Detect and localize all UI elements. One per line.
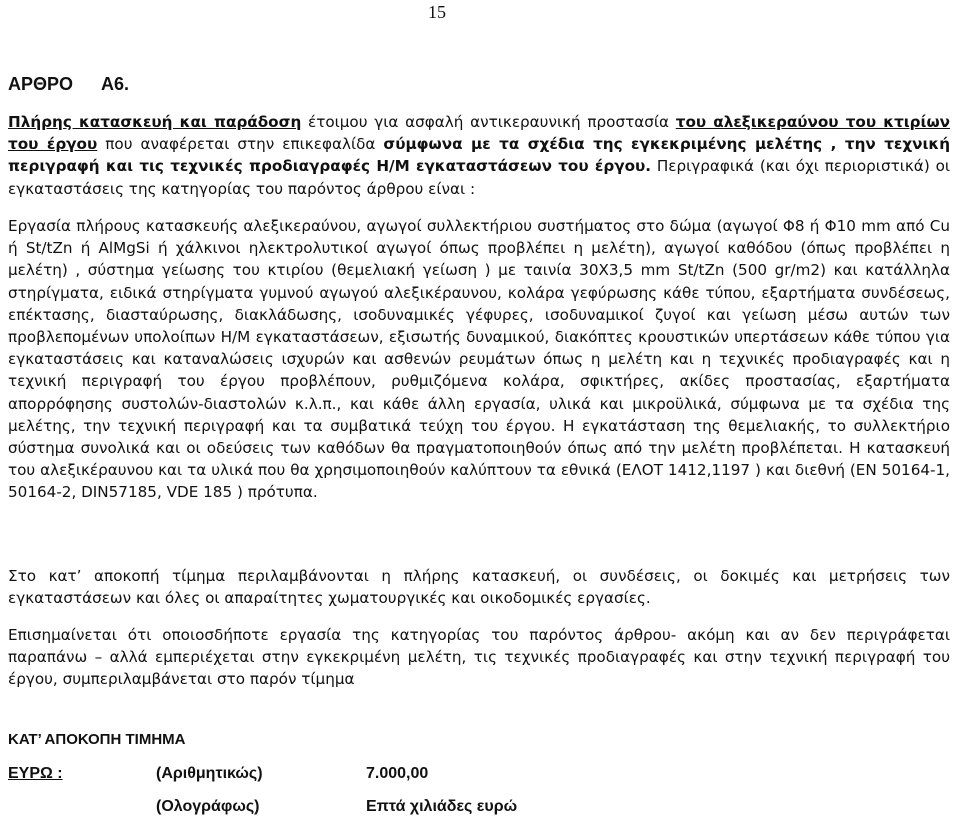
intro-bold-underlined-2: του αλεξικεραύνου του κτιρίων του έργου	[8, 113, 951, 154]
words-label: (Ολογράφως)	[156, 798, 260, 815]
intro-text-3: Περιγραφικά (και όχι περιοριστικά) οι εγκαταστάσεις της κατηγορίας του παρόντος άρθρου είναι :	[8, 157, 951, 198]
scope-note-paragraph: Επισημαίνεται ότι οποιοσδήποτε εργασία της κατηγορίας του παρόντος άρθρου- ακόμη και αν δεν περιγράφεται παραπάνω – αλλά εμπεριέχεται στην εγκεκριμένη μελέτη, τις τεχνικές προδιαγραφές και στην τεχνική περιγραφή του έργου, συμπεριλαμβάνεται στο παρόν τίμημα	[8, 626, 950, 689]
intro-text-2: που αναφέρεται στην επικεφαλίδα	[97, 135, 384, 154]
article-heading	[8, 74, 129, 95]
lump-sum-heading: ΚΑΤ’ ΑΠΟΚΟΠΗ ΤΙΜΗΜΑ	[8, 731, 186, 748]
numeric-value: 7.000,00	[366, 765, 429, 782]
page-number: 15	[428, 2, 446, 22]
words-value: Επτά χιλιάδες ευρώ	[366, 798, 518, 815]
cost-note-paragraph: Στο κατ’ αποκοπή τίμημα περιλαμβάνονται η πλήρης κατασκευή, οι συνδέσεις, οι δοκιμές και μετρήσεις των εγκαταστάσεων και όλες οι απαραίτητες χωματουργικές και οικοδομικές εργασίες.	[8, 567, 950, 608]
description-paragraph: Εργασία πλήρους κατασκευής αλεξικεραύνου, αγωγοί συλλεκτήριου συστήματος στο δώμα (αγωγοί Φ8 ή Φ10 mm από Cu ή St/tZn ή AlMgSi ή χάλκινοι ηλεκτρολυτικοί αγωγοί όπως προβλέπει η μελέτη), αγωγοί καθόδου (όπως προβλέπει η μελέτη) , σύστημα γείωσης του κτιρίου (θεμελιακή γείωση ) με ταινία 30Χ3,5 mm St/tZn (500 gr/m2) και κατάλληλα στηρίγματα, ειδικά στηρίγματα γυμνού αγωγού αλεξικέραυνου, κολάρα γεφύρωσης κάθε τύπου, εξαρτήματα συνδέσεως, επέκτασης, διασταύρωσης, διακλάδωσης, ισοδυναμικές γέφυρες, ισοδυναμικοί ζυγοί και γείωση μέσω αυτών των προβλεπομένων υπολοίπων Η/Μ εγκαταστάσεων, εξισωτής δυναμικού, διακόπτες κρουστικών υπερτάσεων κάθε τύπου για εγκαταστάσεις και καταναλώσεις ισχυρών και ασθενών ρευμάτων όπως η μελέτη και η τεχνικές προδιαγραφές και η τεχνική περιγραφή του έργου προβλέπουν, ρυθμιζόμενα κολάρα, σφικτήρες, ακίδες προστασίας, εξαρτήματα απορρόφησης συστολών-διαστολών κ.λ.π., και κάθε άλλη εργασία, υλικά και μικροϋλικά, σύμφωνα με τα σχέδια της μελέτης, την τεχνική περιγραφή και τα συμβατικά τεύχη του έργου. Η εγκατάσταση της θεμελιακής, το συλλεκτήριο σύστημα συνολικά και οι οδεύσεις των καθόδων θα πραγματοποιηθούν όπως από την μελέτη προβλέπεται. Η κατασκευή του αλεξικέραυνου και τα υλικά που θα χρησιμοποιηθούν καλύπτουν τα εθνικά (ΕΛΟΤ 1412,1197 ) και διεθνή (ΕΝ 50164-1, 50164-2, DIN57185, VDE 185 ) πρότυπα.	[8, 217, 950, 502]
intro-text: έτοιμου για ασφαλή αντικεραυνική προστασία	[301, 113, 676, 131]
currency-label: ΕΥΡΩ :	[8, 765, 63, 782]
intro-paragraph	[8, 111, 950, 200]
article-word: ΑΡΘΡΟ	[8, 74, 74, 94]
intro-bold-underlined: Πλήρης κατασκευή και παράδοση	[8, 113, 302, 131]
numeric-label: (Αριθμητικώς)	[156, 765, 263, 782]
intro-bold: σύμφωνα με τα σχέδια της εγκεκριμένης μελέτης , την τεχνική περιγραφή και τις τεχνικές προδιαγραφές Η/Μ εγκαταστάσεων του έργου.	[8, 135, 951, 176]
article-number: Α6.	[101, 74, 130, 94]
